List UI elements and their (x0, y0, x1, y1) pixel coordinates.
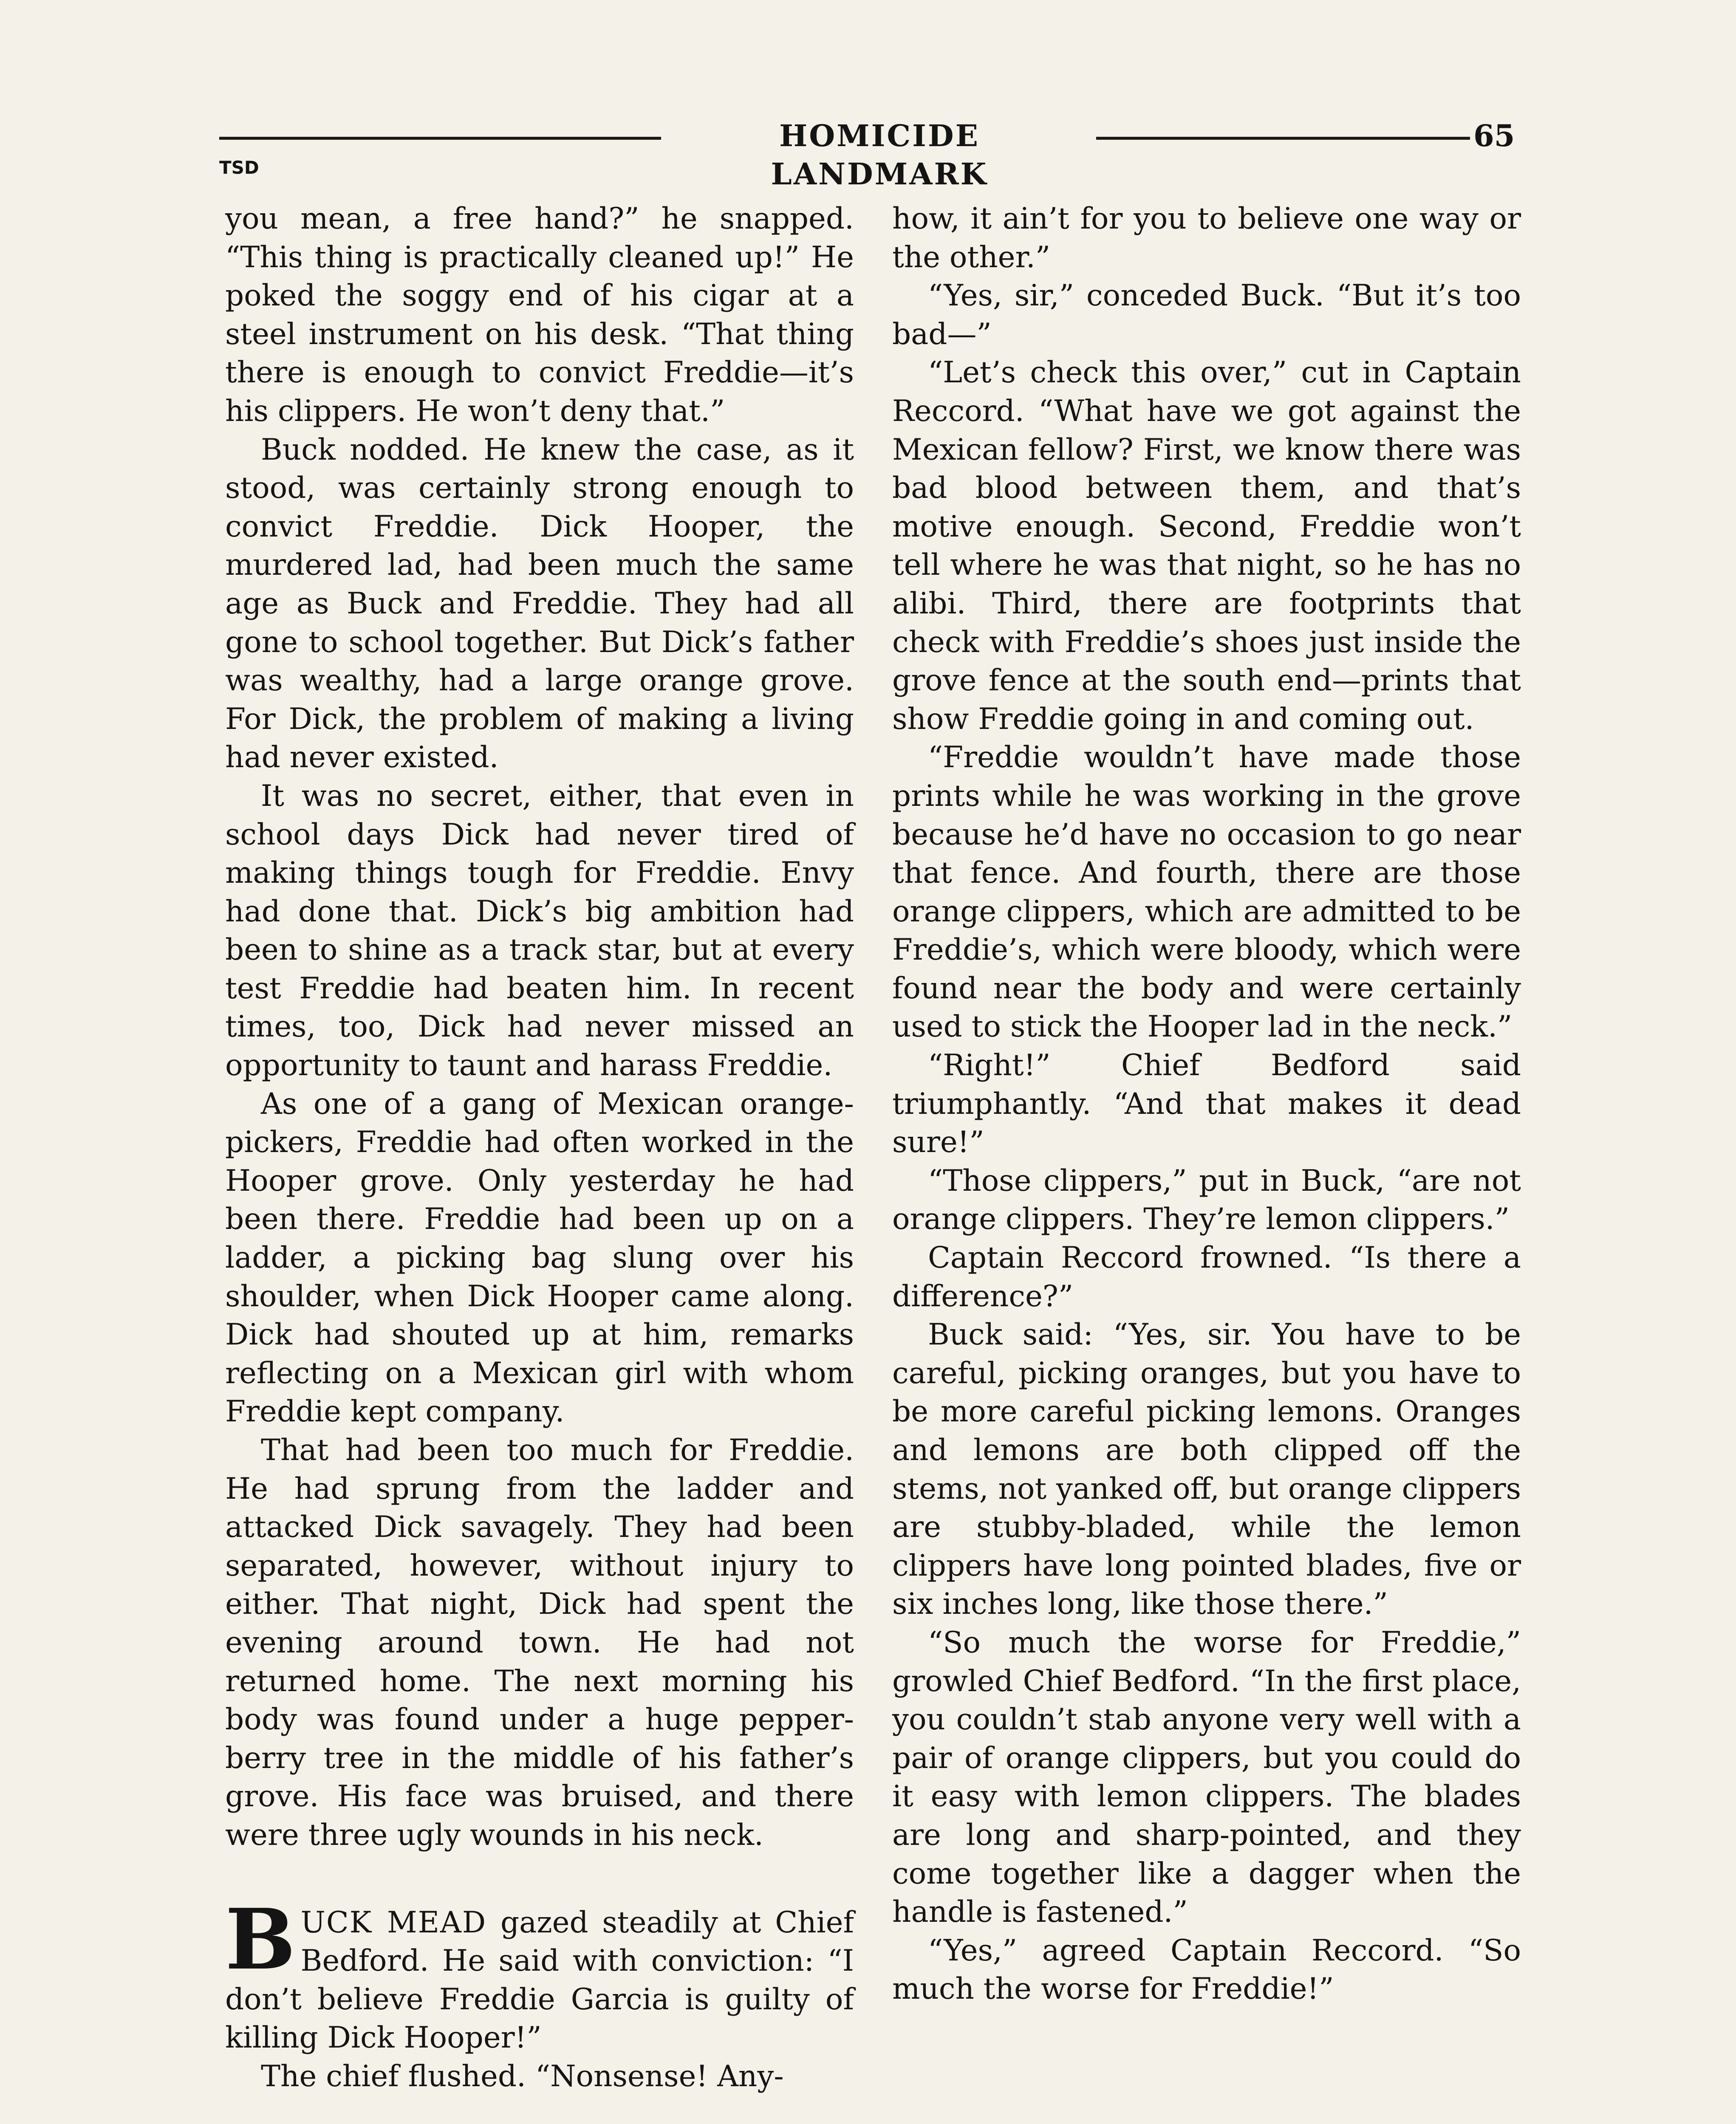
paragraph: Buck said: “Yes, sir. You have to be careful, picking oranges, but you have to be more careful picking lemons. Oranges and lemons are both clipped off the stems, not yanked off, but orange clippers are stubby-bladed, while the lemon clippers have long pointed blades, five or six inches long, like those there.” (892, 1318, 1521, 1621)
header-rule-left (219, 137, 661, 140)
drop-cap-paragraph (225, 1890, 854, 2057)
paragraph: “Right!” Chief Bedford said triumphantly. “And that makes it dead sure!” (892, 1048, 1521, 1160)
paragraph: “Yes,” agreed Captain Reccord. “So much the worse for Freddie!” (892, 1933, 1521, 2006)
lead-in-caps: UCK MEAD (300, 1905, 487, 1940)
header-rule-right (1096, 137, 1470, 140)
section-break (225, 1855, 854, 1904)
section-tag: TSD (219, 157, 259, 178)
drop-cap: B (225, 1890, 296, 1988)
running-head-title: HOMICIDE LANDMARK (771, 118, 988, 192)
paragraph: Captain Reccord frowned. “Is there a difference?” (892, 1241, 1521, 1313)
paragraph: It was no secret, either, that even in school days Dick had never tired of making things tough for Freddie. Envy had done that. Dick’s big ambition had been to shine as a track star, but at every test Freddie had beaten him. In recent times, too, Dick had never missed an opportunity to taunt and harass Freddie. (225, 779, 854, 1083)
paragraph: “Those clippers,” put in Buck, “are not orange clippers. They’re lemon clippers.” (892, 1164, 1521, 1237)
paragraph: Buck nodded. He knew the case, as it stood, was certainly strong enough to convict Freddie. Dick Hooper, the murdered lad, had been much the same age as Buck and Freddie. They had all gone to school together. But Dick’s father was wealthy, had a large orange grove. For Dick, the problem of making a living had never existed. (225, 432, 854, 775)
paragraph: “Freddie wouldn’t have made those prints while he was working in the grove because he’d have no occasion to go near that fence. And fourth, there are those orange clippers, which are admitted to be Freddie’s, which were bloody, which were found near the body and were certainly used to stick the Hooper lad in the neck.” (892, 740, 1521, 1044)
paragraph: The chief flushed. “Nonsense! Any- (261, 2059, 784, 2093)
paragraph-text: gazed steadily at Chief Bedford. He said with conviction: “I don’t believe Freddie Garcia is guilty of killing Dick Hooper!” (225, 1905, 854, 2055)
paragraph: “So much the worse for Freddie,” growled Chief Bedford. “In the first place, you couldn’t stab anyone very well with a pair of orange clippers, but you could do it easy with lemon clippers. The blades are long and sharp-pointed, and they come together like a dagger when the handle is fastened.” (892, 1625, 1521, 1929)
paragraph: how, it ain’t for you to believe one way or the other.” (892, 202, 1521, 274)
paragraph: “Yes, sir,” conceded Buck. “But it’s too bad—” (892, 279, 1521, 351)
paragraph: you mean, a free hand?” he snapped. “This thing is practically cleaned up!” He poked the soggy end of his cigar at a steel instrument on his desk. “That thing there is enough to convict Freddie—it’s his clippers. He won’t deny that.” (225, 202, 854, 428)
paragraph: “Let’s check this over,” cut in Captain Reccord. “What have we got against the Mexican fellow? First, we know there was bad blood between them, and that’s motive enough. Second, Freddie won’t tell where he was that night, so he has no alibi. Third, there are footprints that check with Freddie’s shoes just inside the grove fence at the south end—prints that show Freddie going in and coming out. (892, 356, 1521, 736)
left-column (225, 200, 854, 2096)
right-column (892, 200, 1521, 2008)
paragraph: As one of a gang of Mexican orange-pickers, Freddie had often worked in the Hooper grove. Only yesterday he had been there. Freddie had been up on a ladder, a picking bag slung over his shoulder, when Dick Hooper came along. Dick had shouted up at him, remarks reflecting on a Mexican girl with whom Freddie kept company. (225, 1087, 854, 1429)
page-number: 65 (1473, 118, 1515, 153)
paragraph: That had been too much for Freddie. He had sprung from the ladder and attacked Dick savagely. They had been separated, however, without injury to either. That night, Dick had spent the evening around town. He had not returned home. The next morning his body was found under a huge pepper-berry tree in the middle of his father’s grove. His face was bruised, and there were three ugly wounds in his neck. (225, 1433, 854, 1852)
